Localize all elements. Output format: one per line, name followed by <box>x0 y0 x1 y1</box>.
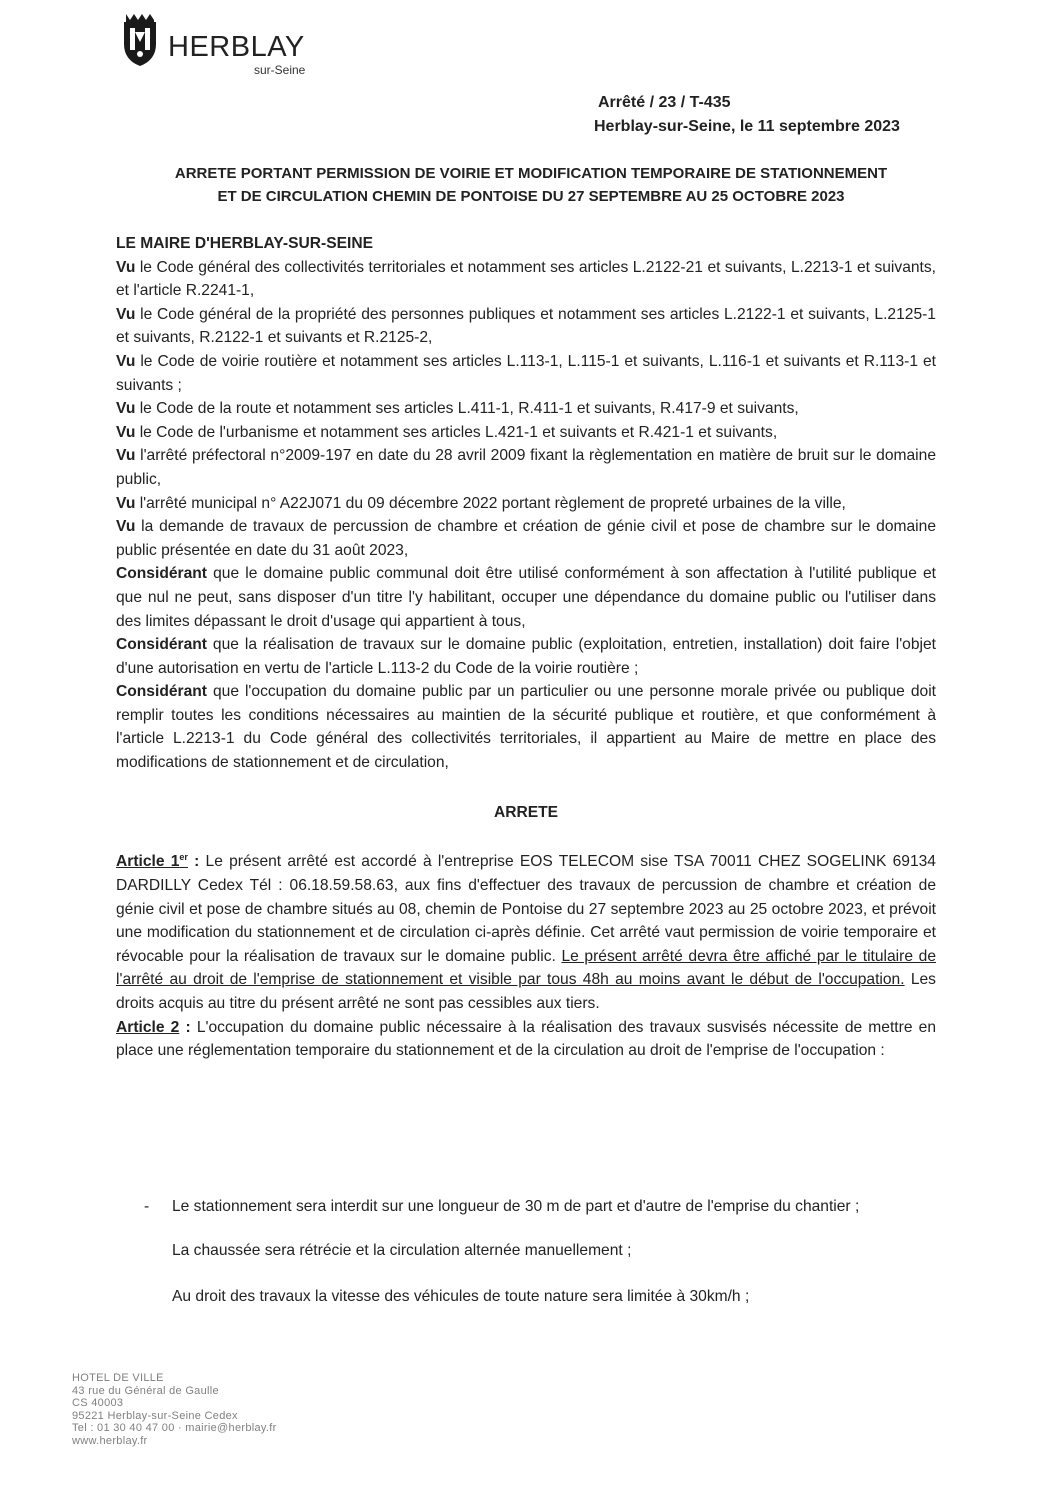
article-1-label <box>116 853 199 870</box>
vu-label: Vu <box>116 305 136 323</box>
article-1-tail: Les droits acquis au titre du présent arrêté ne sont pas cessibles aux tiers. <box>116 971 936 1012</box>
vu-text: le Code de voirie routière et notamment ses articles L.113-1, L.115-1 et suivants, L.116-1 et suivants et R.113-1 et suivants ; <box>116 352 936 394</box>
document-body <box>116 232 936 1063</box>
footer-line: 43 rue du Général de Gaulle <box>72 1384 219 1397</box>
vu-text: l'arrêté préfectoral n°2009-197 en date du 28 avril 2009 fixant la règlementation en matière de bruit sur le domaine public, <box>116 447 936 488</box>
considerant-label: Considérant <box>116 683 207 701</box>
city-crest-icon <box>116 8 164 70</box>
measure-item <box>140 1278 936 1316</box>
vu-clause <box>116 421 936 445</box>
place-date: Herblay-sur-Seine, le 11 septembre 2023 <box>594 118 900 135</box>
considerant-label: Considérant <box>116 636 207 654</box>
vu-label: Vu <box>116 518 136 536</box>
considerant-text: que l'occupation du domaine public par un particulier ou une personne morale privée ou publique doit remplir toutes les conditions nécessaires au maintien de la sécurité publique et routière, et que conformément à l'article L.2213-1 du Code général des collectivités territoriales, il appartient au Maire de mettre en place des modifications de stationnement et de circulation, <box>116 683 936 772</box>
considerant-clause <box>116 633 936 680</box>
vu-label: Vu <box>116 352 136 370</box>
vu-label: Vu <box>116 447 136 465</box>
arrete-reference: Arrêté / 23 / T-435 <box>598 94 731 111</box>
vu-label: Vu <box>116 400 136 418</box>
article-2-text: L'occupation du domaine public nécessaire à la réalisation des travaux susvisés nécessite de mettre en place une réglementation temporaire du stationnement et de la circulation au droit de l'emprise de l'occupation : <box>116 1018 936 1060</box>
article-1-text: Le présent arrêté est accordé à l'entreprise EOS TELECOM sise TSA 70011 CHEZ SOGELINK 69134 DARDILLY Cedex Tél : 06.18.59.58.63, aux fins d'effectuer des travaux de percussion de chambre et création de génie civil et pose de chambre situés au 08, chemin de Pontoise du 27 septembre 2023 au 25 octobre 2023, et prévoit une modification du stationnement et de circulation ci-après définie. Cet arrêté vaut permission de voirie temporaire et révocable pour la réalisation de travaux sur le domaine public. <box>116 853 936 965</box>
measure-text: La chaussée sera rétrécie et la circulation alternée manuellement ; <box>172 1242 632 1259</box>
considerant-text: que le domaine public communal doit être utilisé conformément à son affectation à l'utilité publique et que nul ne peut, sans disposer d'un titre l'y habilitant, occuper une dépendance du domaine public ou l'utiliser dans des limites dépassant le droit d'usage qui appartient à tous, <box>116 565 936 630</box>
article-1-underlined-text: Le présent arrêté devra être affiché par le titulaire de l'arrêté au droit de l'emprise de stationnement et visible par tous 48h au moins avant le début de l'occupation. <box>116 947 936 989</box>
vu-label: Vu <box>116 258 136 276</box>
measure-text: Le stationnement sera interdit sur une longueur de 30 m de part et d'autre de l'emprise du chantier ; <box>172 1198 860 1215</box>
vu-text: la demande de travaux de percussion de chambre et création de génie civil et pose de chambre sur le domaine public présentée en date du 31 août 2023, <box>116 518 936 559</box>
considerant-label: Considérant <box>116 565 207 583</box>
vu-label: Vu <box>116 423 136 441</box>
article-1 <box>116 846 936 1015</box>
article-1-sup: er <box>179 852 188 863</box>
vu-clause <box>116 492 936 516</box>
logo-name: HERBLAY <box>168 31 305 63</box>
measure-text: Au droit des travaux la vitesse des véhicules de toute nature sera limitée à 30km/h ; <box>172 1288 750 1305</box>
article-1-colon: : <box>187 853 200 871</box>
vu-text: le Code de l'urbanisme et notamment ses articles L.421-1 et suivants et R.421-1 et suivants, <box>135 423 778 441</box>
vu-text: le Code général de la propriété des personnes publiques et notamment ses articles L.2122-1 et suivants, L.2125-1 et suivants, R.2122-1 et suivants et R.2125-2, <box>116 305 936 347</box>
vu-clause <box>116 397 936 421</box>
considerant-clause <box>116 680 936 774</box>
logo-subtitle: sur-Seine <box>254 63 306 77</box>
reference-block <box>594 91 900 139</box>
vu-clause <box>116 303 936 350</box>
document-title <box>96 162 966 208</box>
measure-item <box>140 1232 936 1270</box>
vu-text: le Code général des collectivités territoriales et notamment ses articles L.2122-21 et suivants, L.2213-1 et suivants, et l'article R.2241-1, <box>116 258 936 300</box>
article-1-number: Article 1 <box>116 853 180 871</box>
article-2-number: Article 2 <box>116 1018 180 1036</box>
measures-list <box>140 1188 936 1322</box>
arrete-heading: ARRETE <box>493 803 559 821</box>
footer-line: 95221 Herblay-sur-Seine Cedex <box>72 1409 238 1422</box>
vu-clause <box>116 256 936 303</box>
measure-item <box>140 1188 936 1226</box>
title-line-2: ET DE CIRCULATION CHEMIN DE PONTOISE DU 27 SEPTEMBRE AU 25 OCTOBRE 2023 <box>217 188 845 205</box>
vu-clause <box>116 515 936 562</box>
vu-text: l'arrêté municipal n° A22J071 du 09 décembre 2022 portant règlement de propreté urbaines de la ville, <box>135 494 846 512</box>
footer-line: www.herblay.fr <box>72 1434 148 1447</box>
footer-line: Tel : 01 30 40 47 00 · mairie@herblay.fr <box>72 1422 277 1434</box>
mayor-heading: LE MAIRE D'HERBLAY-SUR-SEINE <box>116 235 373 252</box>
considerant-clause <box>116 562 936 633</box>
considerant-text: que la réalisation de travaux sur le domaine public (exploitation, entretien, installation) doit faire l'objet d'une autorisation en vertu de l'article L.113-2 du Code de la voirie routière ; <box>116 636 936 677</box>
footer-line: CS 40003 <box>72 1397 124 1409</box>
vu-clause <box>116 444 936 491</box>
article-2 <box>116 1016 936 1063</box>
herblay-logo <box>116 8 336 78</box>
list-dash: - <box>144 1198 150 1215</box>
vu-label: Vu <box>116 494 136 512</box>
vu-text: le Code de la route et notamment ses articles L.411-1, R.411-1 et suivants, R.417-9 et suivants, <box>135 400 799 418</box>
title-line-1: ARRETE PORTANT PERMISSION DE VOIRIE ET MODIFICATION TEMPORAIRE DE STATIONNEMENT <box>174 165 888 182</box>
footer-line: HOTEL DE VILLE <box>72 1372 164 1384</box>
vu-clause <box>116 350 936 397</box>
article-2-colon: : <box>179 1018 191 1036</box>
footer-address <box>72 1372 277 1447</box>
article-2-label <box>116 1019 191 1036</box>
